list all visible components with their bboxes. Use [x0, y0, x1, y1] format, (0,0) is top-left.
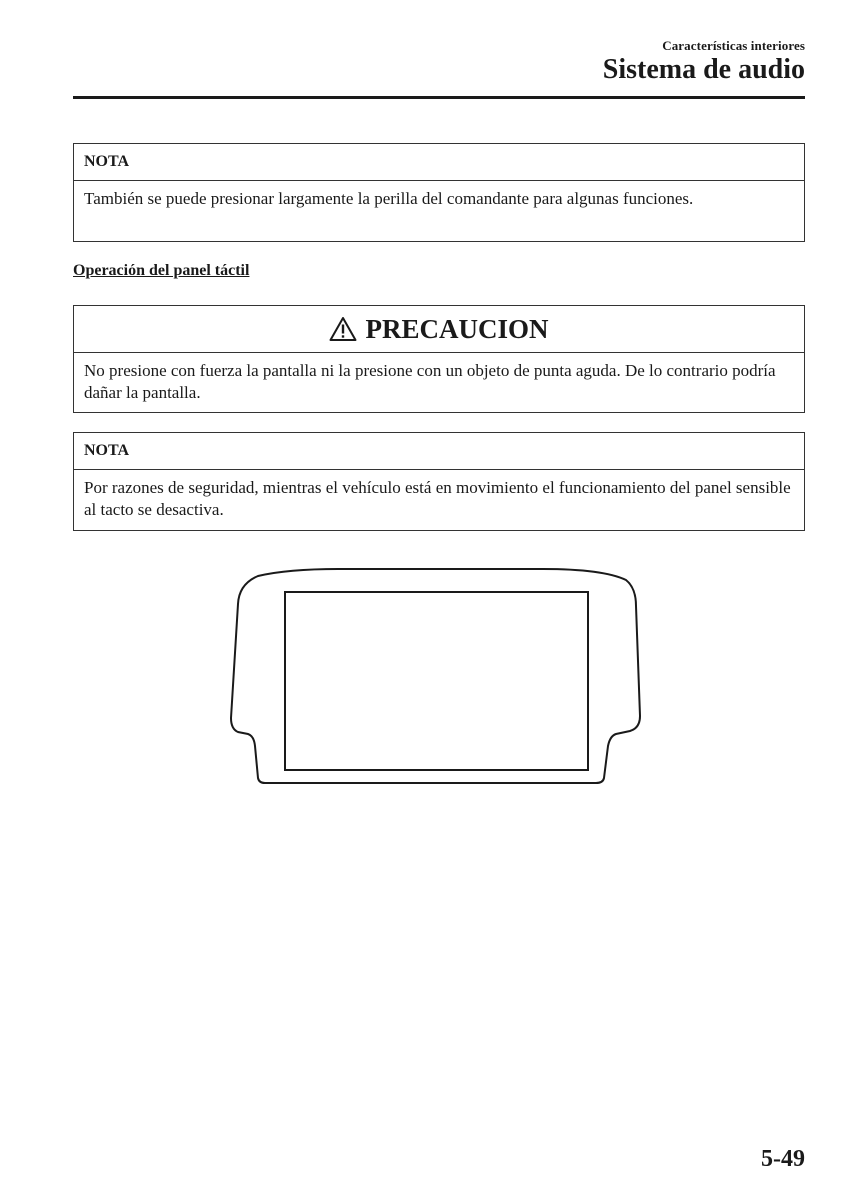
note-box — [73, 143, 805, 242]
header-divider — [73, 96, 805, 99]
note-label: NOTA — [74, 144, 804, 181]
display-bezel — [231, 569, 640, 783]
page-number: 5-49 — [761, 1146, 805, 1172]
display-screen — [285, 592, 588, 770]
touchscreen-display-illustration — [228, 566, 648, 793]
note-box — [73, 432, 805, 531]
note-label: NOTA — [74, 433, 804, 470]
warning-triangle-icon — [329, 310, 357, 356]
page-title: Sistema de audio — [602, 54, 805, 85]
note-text: Por razones de seguridad, mientras el vehículo está en movimiento el funcionamiento del panel sensible al tacto se desactiva. — [84, 478, 791, 519]
section-heading: Operación del panel táctil — [73, 262, 250, 279]
caution-text: No presione con fuerza la pantalla ni la presione con un objeto de punta aguda. De lo contrario podría dañar la pantalla. — [84, 361, 776, 402]
caution-header — [74, 306, 804, 353]
note-text: También se puede presionar largamente la perilla del comandante para algunas funciones. — [84, 189, 694, 208]
header-section-label: Características interiores — [662, 38, 805, 53]
caution-label: PRECAUCION — [365, 314, 549, 344]
caution-box — [73, 305, 805, 413]
